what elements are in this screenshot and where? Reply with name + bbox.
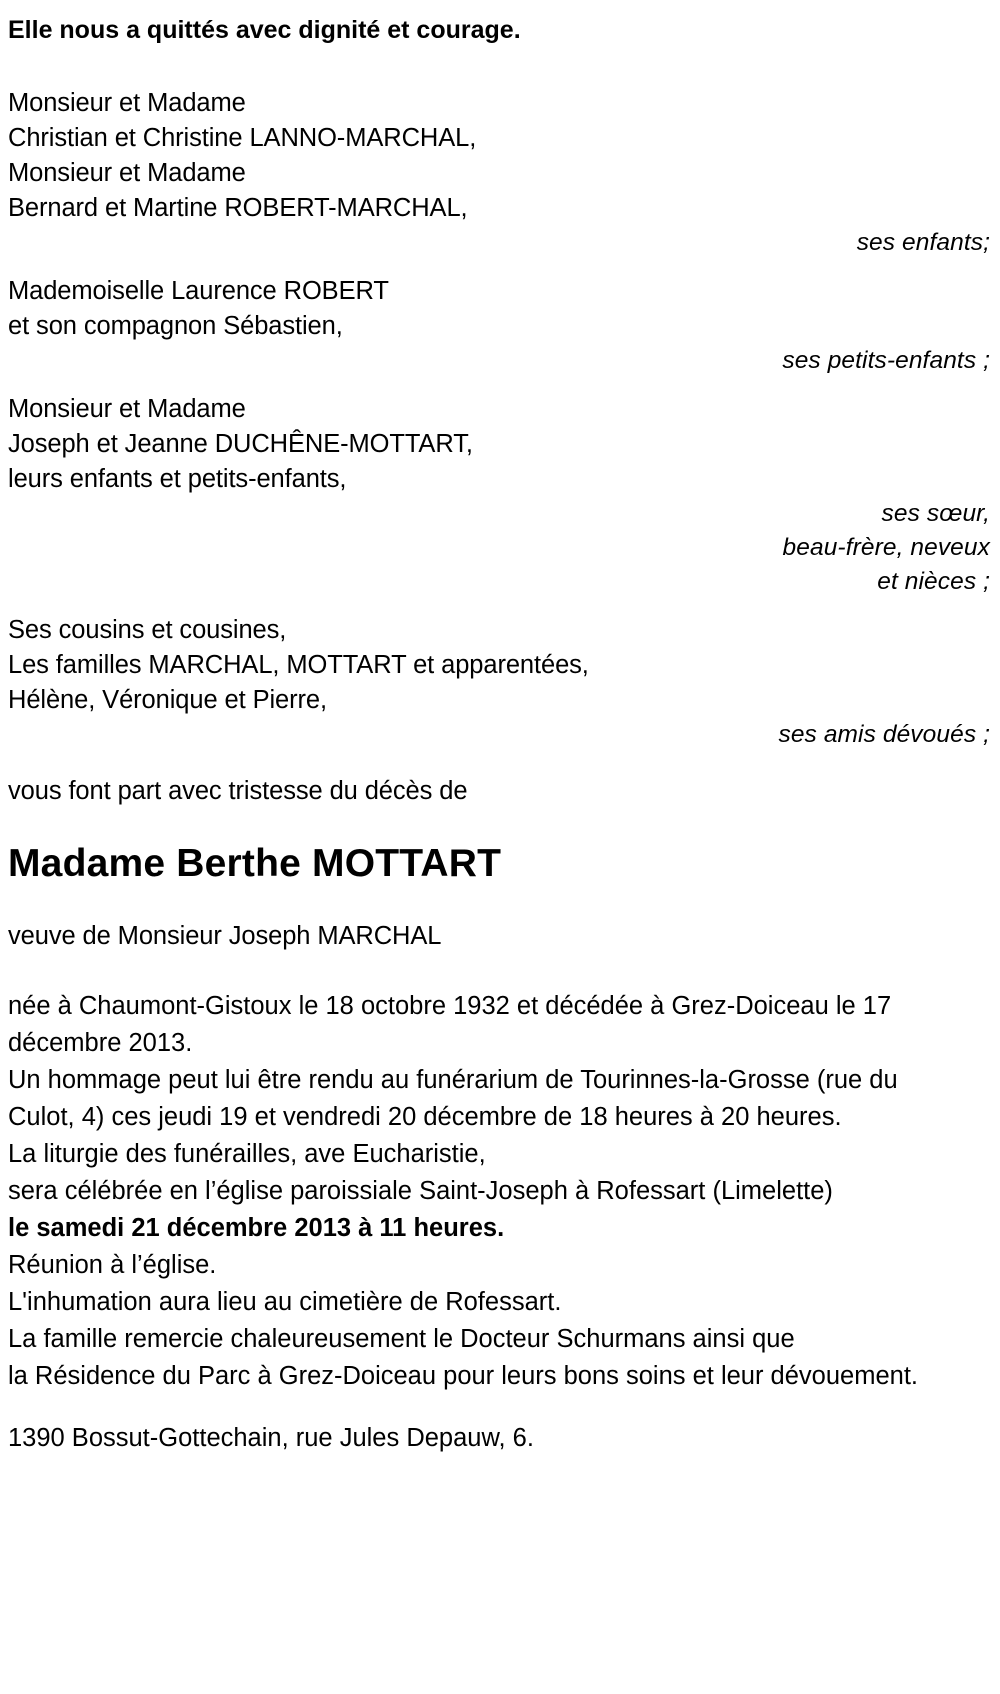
family-line: Mademoiselle Laurence ROBERT	[8, 277, 389, 305]
spacer	[8, 809, 1000, 839]
family-line: Joseph et Jeanne DUCHÊNE-MOTTART,	[8, 430, 473, 458]
family-group-friends	[8, 613, 1000, 752]
thanks-paragraph-line2: la Résidence du Parc à Grez-Doiceau pour leurs bons soins et leur dévouement.	[8, 1362, 918, 1390]
spacer	[8, 46, 1000, 86]
family-line: Ses cousins et cousines,	[8, 616, 287, 644]
family-line: Monsieur et Madame	[8, 159, 246, 187]
liturgy-paragraph: La liturgie des funérailles, ave Eucharistie,	[8, 1140, 486, 1168]
epigraph-text: Elle nous a quittés avec dignité et courage.	[8, 16, 521, 44]
relationship-line: ses sœur,	[881, 500, 990, 527]
relationship-line: ses amis dévoués ;	[778, 721, 990, 748]
relationship-line: ses petits-enfants ;	[782, 347, 990, 374]
announcement-text: vous font part avec tristesse du décès de	[8, 777, 468, 805]
family-group-children	[8, 86, 1000, 260]
family-line: Les familles MARCHAL, MOTTART et apparentées,	[8, 651, 589, 679]
widow-of-text: veuve de Monsieur Joseph MARCHAL	[8, 922, 442, 950]
family-line: leurs enfants et petits-enfants,	[8, 465, 347, 493]
relationship-annotation	[8, 226, 1000, 260]
family-group-siblings	[8, 392, 1000, 599]
family-line: Bernard et Martine ROBERT-MARCHAL,	[8, 194, 468, 222]
family-group-grandchildren	[8, 274, 1000, 378]
relationship-line: et nièces ;	[877, 568, 990, 595]
family-line: Monsieur et Madame	[8, 395, 246, 423]
relationship-line: beau-frère, neveux	[782, 534, 990, 561]
relationship-annotation	[8, 344, 1000, 378]
burial-paragraph: L'inhumation aura lieu au cimetière de Rofessart.	[8, 1288, 562, 1316]
family-address: 1390 Bossut-Gottechain, rue Jules Depauw, 6.	[8, 1424, 534, 1452]
spacer	[8, 599, 1000, 613]
relationship-annotation	[8, 718, 1000, 752]
spacer	[8, 954, 1000, 988]
family-line: Monsieur et Madame	[8, 89, 246, 117]
church-paragraph: sera célébrée en l’église paroissiale Saint-Joseph à Rofessart (Limelette)	[8, 1177, 833, 1205]
spacer	[8, 1395, 1000, 1421]
family-line: et son compagnon Sébastien,	[8, 312, 343, 340]
ceremony-datetime: le samedi 21 décembre 2013 à 11 heures.	[8, 1214, 505, 1242]
spacer	[8, 260, 1000, 274]
birth-death-paragraph: née à Chaumont-Gistoux le 18 octobre 1932 et décédée à Grez-Doiceau le 17 décembre 2013.	[8, 992, 899, 1057]
thanks-paragraph-line1: La famille remercie chaleureusement le Docteur Schurmans ainsi que	[8, 1325, 795, 1353]
spacer	[8, 752, 1000, 774]
relationship-line: ses enfants;	[856, 229, 990, 256]
spacer	[8, 889, 1000, 919]
relationship-annotation	[8, 497, 1000, 599]
deceased-name: Madame Berthe MOTTART	[8, 842, 502, 885]
family-line: Hélène, Véronique et Pierre,	[8, 686, 327, 714]
family-line: Christian et Christine LANNO-MARCHAL,	[8, 124, 477, 152]
viewing-paragraph: Un hommage peut lui être rendu au funérarium de Tourinnes-la-Grosse (rue du Culot, 4) ces jeudi 19 et vendredi 20 décembre de 18 heures à 20 heures.	[8, 1066, 905, 1131]
spacer	[8, 378, 1000, 392]
gathering-paragraph: Réunion à l’église.	[8, 1251, 217, 1279]
